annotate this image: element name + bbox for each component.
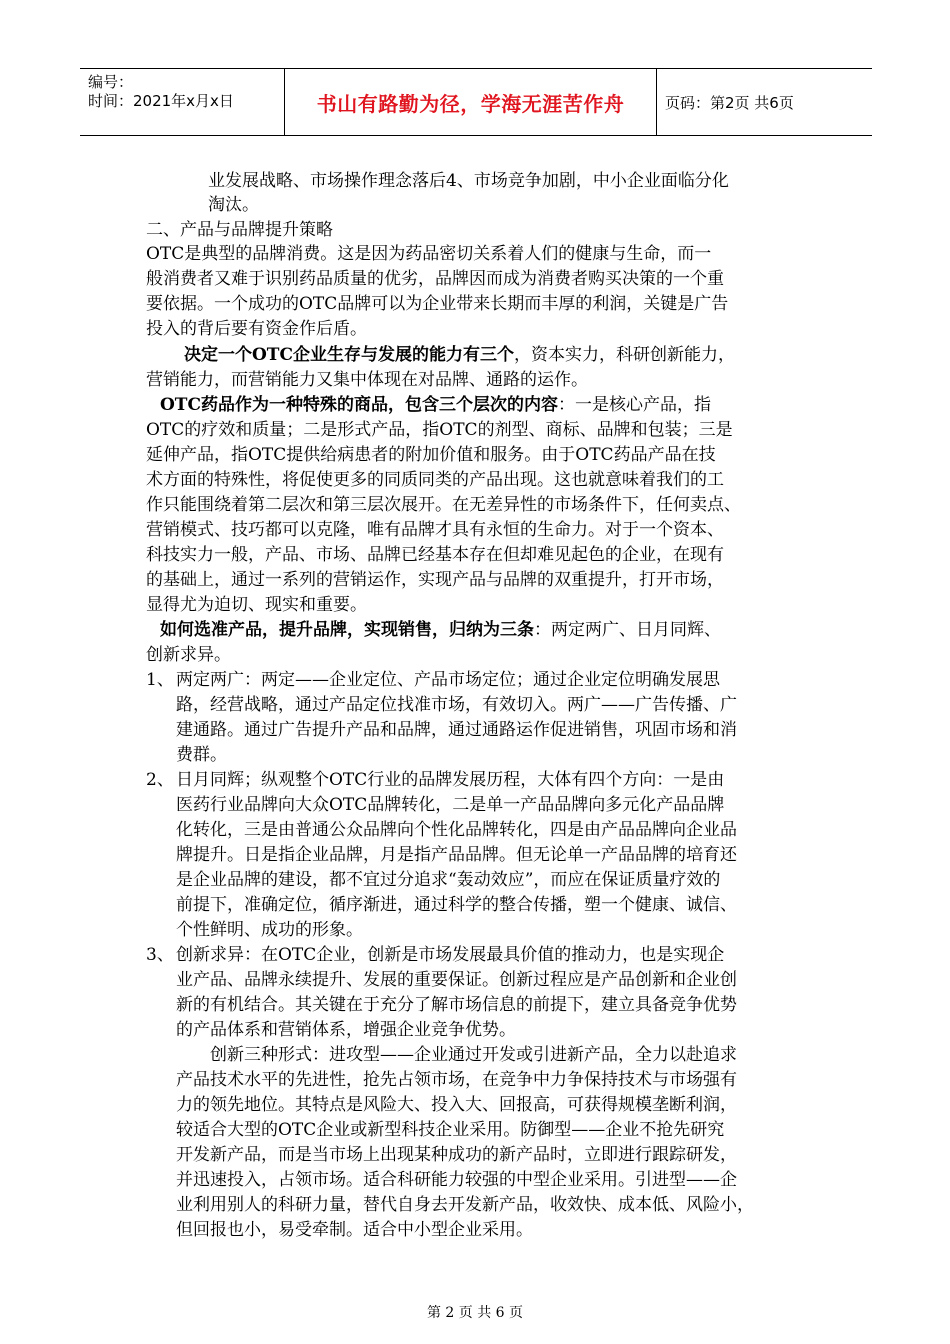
list-item-line: 前提下，准确定位，循序渐进，通过科学的整合传播，塑一个健康、诚信、 (176, 895, 737, 915)
bold-phrase: 决定一个OTC企业生存与发展的能力有三个 (184, 345, 514, 365)
text-line: 开发新产品，而是当市场上出现某种成功的新产品时，立即进行跟踪研发， (176, 1145, 737, 1165)
list-number: 1、 (146, 670, 174, 690)
text-line: OTC是典型的品牌消费。这是因为药品密切关系着人们的健康与生命，而一 (146, 244, 712, 264)
list-item-line: 日月同辉；纵观整个OTC行业的品牌发展历程，大体有四个方向：一是由 (176, 770, 725, 790)
text-line: 较适合大型的OTC企业或新型科技企业采用。防御型——企业不抢先研究 (176, 1120, 725, 1140)
text-line: 术方面的特殊性，将促使更多的同质同类的产品出现。这也就意味着我们的工 (146, 470, 724, 490)
text-line: 产品技术水平的先进性，抢先占领市场，在竞争中力争保持技术与市场强有 (176, 1070, 737, 1090)
list-item-line: 建通路。通过广告提升产品和品牌，通过通路运作促进销售，巩固市场和消 (176, 720, 737, 740)
text-line: 营销能力，而营销能力又集中体现在对品牌、通路的运作。 (146, 370, 588, 390)
bold-phrase: OTC药品作为一种特殊的商品，包含三个层次的内容 (160, 395, 558, 415)
list-item-line: 业产品、品牌永续提升、发展的重要保证。创新过程应是产品创新和企业创 (176, 970, 737, 990)
text-line: 淘汰。 (208, 195, 259, 215)
text-line (160, 618, 721, 642)
text-line: 延伸产品，指OTC提供给病患者的附加价值和服务。由于OTC药品产品在技 (146, 445, 716, 465)
text-line: 科技实力一般，产品、市场、品牌已经基本存在但却难见起色的企业，在现有 (146, 545, 724, 565)
number-label: 编号： (88, 73, 134, 91)
text-span: ：一是核心产品，指 (558, 395, 711, 415)
list-number: 2、 (146, 770, 174, 790)
list-item-line: 牌提升。日是指企业品牌，月是指产品品牌。但无论单一产品品牌的培育还 (176, 845, 737, 865)
text-span: ：两定两广、日月同辉、 (534, 620, 721, 640)
text-line: 业利用别人的科研力量，替代自身去开发新产品，收效快、成本低、风险小， (176, 1195, 754, 1215)
text-line: 但回报也小，易受牵制。适合中小型企业采用。 (176, 1220, 533, 1240)
bold-phrase: 如何选准产品，提升品牌，实现销售，归纳为三条 (160, 620, 534, 640)
section-heading: 二、产品与品牌提升策略 (146, 220, 333, 240)
page-header (80, 68, 872, 136)
list-item-line: 医药行业品牌向大众OTC品牌转化，二是单一产品品牌向多元化产品品牌 (176, 795, 725, 815)
text-line: 创新三种形式：进攻型——企业通过开发或引进新产品，全力以赴追求 (210, 1045, 737, 1065)
text-line (184, 343, 735, 367)
list-item-line: 个性鲜明、成功的形象。 (176, 920, 363, 940)
list-item-line: 的产品体系和营销体系，增强企业竞争优势。 (176, 1020, 516, 1040)
text-line: 般消费者又难于识别药品质量的优劣，品牌因而成为消费者购买决策的一个重 (146, 269, 724, 289)
header-page-info: 页码：第2页 共6页 (665, 93, 794, 112)
text-line: 营销模式、技巧都可以克隆，唯有品牌才具有永恒的生命力。对于一个资本、 (146, 520, 724, 540)
text-line (160, 393, 711, 417)
text-line: 业发展战略、市场操作理念落后4、市场竞争加剧，中小企业面临分化 (208, 171, 729, 191)
list-number: 3、 (146, 945, 174, 965)
text-line: 力的领先地位。其特点是风险大、投入大、回报高，可获得规模垄断利润， (176, 1095, 737, 1115)
text-line: 创新求异。 (146, 645, 231, 665)
list-item-line: 新的有机结合。其关键在于充分了解市场信息的前提下，建立具备竞争优势 (176, 995, 737, 1015)
text-span: ，资本实力，科研创新能力， (514, 345, 735, 365)
text-line: OTC的疗效和质量；二是形式产品，指OTC的剂型、商标、品牌和包装；三是 (146, 420, 733, 440)
header-motto: 书山有路勤为径，学海无涯苦作舟 (285, 69, 657, 135)
text-line: 的基础上，通过一系列的营销运作，实现产品与品牌的双重提升，打开市场， (146, 570, 724, 590)
list-item-line: 两定两广：两定——企业定位、产品市场定位；通过企业定位明确发展思 (176, 670, 720, 690)
text-line: 显得尤为迫切、现实和重要。 (146, 595, 367, 615)
text-line: 要依据。一个成功的OTC品牌可以为企业带来长期而丰厚的利润，关键是广告 (146, 294, 729, 314)
list-item-line: 化转化，三是由普通公众品牌向个性化品牌转化，四是由产品品牌向企业品 (176, 820, 737, 840)
list-item-line: 路，经营战略，通过产品定位找准市场，有效切入。两广——广告传播、广 (176, 695, 737, 715)
header-meta (80, 69, 285, 135)
text-line: 作只能围绕着第二层次和第三层次展开。在无差异性的市场条件下，任何卖点、 (146, 495, 741, 515)
date-label: 时间：2021年x月x日 (88, 92, 234, 110)
list-item-line: 费群。 (176, 745, 227, 765)
list-item-line: 是企业品牌的建设，都不宜过分追求“轰动效应”，而应在保证质量疗效的 (176, 870, 721, 890)
list-item-line: 创新求异：在OTC企业，创新是市场发展最具价值的推动力，也是实现企 (176, 945, 725, 965)
text-line: 投入的背后要有资金作后盾。 (146, 319, 367, 339)
text-line: 并迅速投入，占领市场。适合科研能力较强的中型企业采用。引进型——企 (176, 1170, 737, 1190)
page-footer: 第 2 页 共 6 页 (426, 1305, 524, 1321)
